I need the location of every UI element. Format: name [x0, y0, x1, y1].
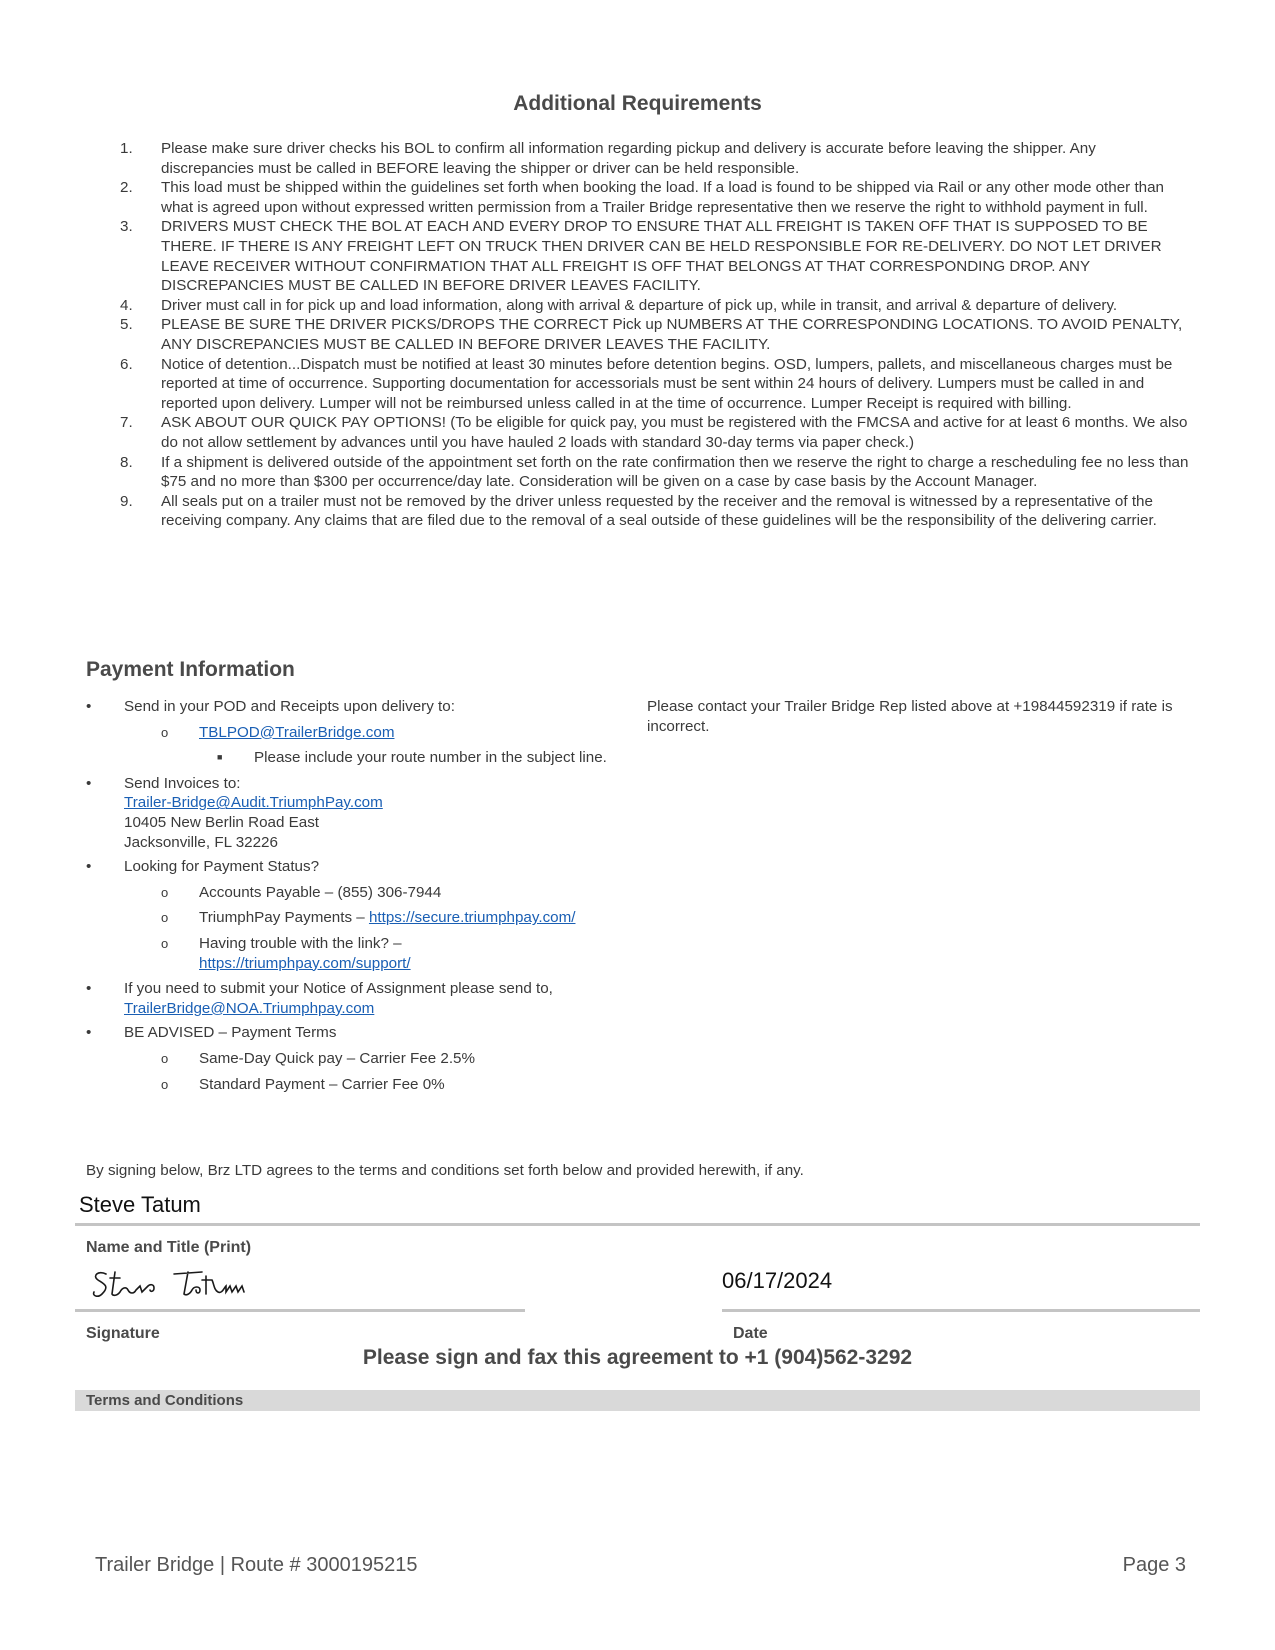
payment-information-title: Payment Information: [86, 658, 295, 681]
requirement-item: 2. This load must be shipped within the guidelines set forth when booking the load. If a load is found to be shipped via Rail or any other mode other than what is agreed upon without expressed written permission from a Trailer Bridge representative then we reserve the right to withhold payment in full.: [120, 179, 1165, 216]
pod-email-bullet: [86, 723, 626, 768]
circle-bullet-icon: o: [161, 724, 169, 740]
printed-name-value: Steve Tatum: [79, 1192, 201, 1217]
circle-bullet-icon: o: [161, 884, 169, 900]
bullet-icon: •: [86, 698, 92, 715]
terms-conditions-label: Terms and Conditions: [86, 1392, 244, 1409]
additional-requirements-title: Additional Requirements: [513, 92, 762, 115]
requirement-item: 9. All seals put on a trailer must not be removed by the driver unless requested by the receiver and the removal is witnessed by a representative of the receiving company. Any claims that are filed due to the removal of a seal outside of these guidelines will be the responsibility of the delivering carrier.: [120, 492, 1157, 530]
requirement-item: 7. ASK ABOUT OUR QUICK PAY OPTIONS! (To be eligible for quick pay, you must be registered with the FMCSA and active for at least 6 months. We also do not allow settlement by advances until you have hauled 2 loads with standard 30-day terms via paper check.): [120, 414, 1188, 451]
fax-instruction: Please sign and fax this agreement to +1 (904)562-3292: [362, 1346, 913, 1369]
bullet-icon: •: [86, 858, 92, 876]
signature-line: [75, 1309, 525, 1312]
standard-payment-bullet: o Standard Payment – Carrier Fee 0%: [161, 1075, 445, 1093]
requirement-item: 6. Notice of detention...Dispatch must be notified at least 30 minutes before detention begins. OSD, lumpers, pallets, and miscellaneous charges must be reported at time of occurrence. Supporting documentation for accessorials must be sent within 24 hours of delivery. Lumpers must be called in and reported upon delivery. Lumper will not be reimbursed unless called in at the time of occurrence. Lumper Receipt is required with billing.: [120, 355, 1173, 412]
requirement-item: 4. Driver must call in for pick up and load information, along with arrival & departure of pick up, while in transit, and arrival & departure of delivery.: [120, 296, 1118, 314]
pod-email-link[interactable]: TBLPOD@TrailerBridge.com: [199, 723, 395, 741]
trouble-bullet: o Having trouble with the link? – https://triumphpay.com/support/: [161, 934, 411, 972]
requirement-item: 5. PLEASE BE SURE THE DRIVER PICKS/DROPS THE CORRECT Pick up NUMBERS AT THE CORRESPONDING LOCATIONS. TO AVOID PENALTY, ANY DISCREPANCIES MUST BE CALLED IN BEFORE DRIVER LEAVES THE FACILITY.: [120, 316, 1183, 353]
invoices-email-link[interactable]: Trailer-Bridge@Audit.TriumphPay.com: [124, 794, 383, 812]
noa-bullet: • If you need to submit your Notice of Assignment please send to, TrailerBridge@NOA.Triumphpay.com: [86, 980, 553, 1017]
requirement-item: 3. DRIVERS MUST CHECK THE BOL AT EACH AND EVERY DROP TO ENSURE THAT ALL FREIGHT IS TAKEN OFF THAT IS SUPPOSED TO BE THERE. IF THERE IS ANY FREIGHT LEFT ON TRUCK THEN DRIVER CAN BE HELD RESPONSIBLE FOR RE-DELIVERY. DO NOT LET DRIVER LEAVE RECEIVER WITHOUT CONFIRMATION THAT ALL FREIGHT IS OFF THAT BELONGS AT THAT CORRESPONDING DROP. ANY DISCREPANCIES MUST BE CALLED IN BEFORE DRIVER LEAVES FACILITY.: [120, 218, 1162, 295]
requirement-item: 1. Please make sure driver checks his BOL to confirm all information regarding pickup and delivery is accurate before leaving the shipper. Any discrepancies must be called in BEFORE leaving the shipper or driver can be held responsible.: [120, 140, 1096, 177]
requirement-item: 8. If a shipment is delivered outside of the appointment set forth on the rate confirmation then we reserve the right to charge a rescheduling fee no less than $75 and no more than $300 per occurrence/day late. Consideration will be given on a case by case basis by the Account Manager.: [120, 453, 1189, 491]
triumphpay-link[interactable]: https://secure.triumphpay.com/: [368, 909, 576, 927]
bullet-icon: •: [86, 774, 92, 792]
triumphpay-bullet: o TriumphPay Payments – https://secure.triumphpay.com/: [161, 909, 576, 927]
terms-conditions-header: [75, 1390, 1200, 1411]
footer-page-number: Page 3: [1122, 1554, 1186, 1576]
payment-instructions: [86, 697, 626, 1100]
name-title-label: Name and Title (Print): [86, 1239, 252, 1256]
payment-terms-bullet: • BE ADVISED – Payment Terms o Same-Day Quick pay – Carrier Fee 2.5% o Standard Payment – Carrier Fee 0%: [86, 1023, 626, 1094]
noa-email-link[interactable]: TrailerBridge@NOA.Triumphpay.com: [124, 999, 375, 1017]
date-value: 06/17/2024: [722, 1268, 833, 1293]
square-bullet-icon: ■: [217, 752, 223, 763]
circle-bullet-icon: o: [161, 1076, 169, 1092]
date-label: Date: [733, 1325, 768, 1342]
pod-note-bullet: ■ Please include your route number in the subject line.: [217, 749, 607, 767]
rate-contact-note: Please contact your Trailer Bridge Rep listed above at +19844592319 if rate is incorrect.: [647, 698, 1173, 735]
handwritten-signature: [90, 1262, 290, 1302]
circle-bullet-icon: o: [161, 1050, 169, 1066]
circle-bullet-icon: o: [161, 910, 169, 926]
bullet-icon: •: [86, 980, 92, 998]
quick-pay-bullet: o Same-Day Quick pay – Carrier Fee 2.5%: [161, 1049, 476, 1067]
date-line: [722, 1309, 1200, 1312]
payment-status-bullet: • Looking for Payment Status? o Accounts Payable – (855) 306-7944 o TriumphPay Payments – https://secure.triumphpay.com/ o Having trouble with the link? – https://triumphpay.com/support/: [86, 857, 626, 973]
accounts-payable-bullet: o Accounts Payable – (855) 306-7944: [161, 883, 442, 901]
invoices-bullet: • Send Invoices to: Trailer-Bridge@Audit.TriumphPay.com 10405 New Berlin Road East Jacksonville, FL 32226: [86, 774, 383, 851]
agreement-statement: By signing below, Brz LTD agrees to the terms and conditions set forth below and provided herewith, if any.: [86, 1162, 804, 1179]
requirements-list: [120, 139, 1190, 531]
name-line: [75, 1223, 1200, 1226]
pod-bullet: • Send in your POD and Receipts upon delivery to: o TBLPOD@TrailerBridge.com ■ Please include your route number in the subject line.: [86, 697, 626, 768]
bullet-icon: •: [86, 1024, 92, 1042]
signature-label: Signature: [86, 1325, 160, 1342]
circle-bullet-icon: o: [161, 935, 169, 951]
support-link[interactable]: https://triumphpay.com/support/: [199, 954, 411, 972]
footer-route: Trailer Bridge | Route # 3000195215: [95, 1554, 418, 1576]
